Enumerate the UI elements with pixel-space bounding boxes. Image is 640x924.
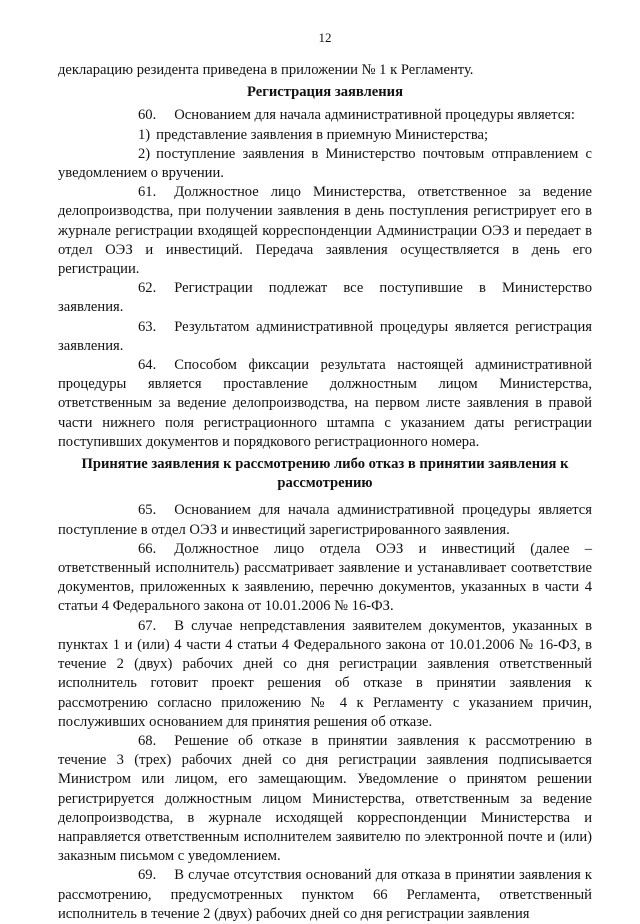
section-heading-registration: Регистрация заявления [247,84,403,101]
list-item-number: 1) [138,126,151,143]
paragraph-64 [58,356,592,452]
paragraph-text: В случае непредставления заявителем документов, указанных в пунктах 1 и (или) 4 части 4 статьи 4 Федерального закона от 10.01.2006 № 16-ФЗ, в течение 2 (двух) рабочих дней со дня регистрации заявления ответственный исполнитель готовит проект решения об отказе в принятии заявления к рассмотрению согласно приложению № 4 к Регламенту с указанием причин, послуживших основанием для принятия решения об отказе. [58,617,592,730]
list-item-text: поступление заявления в Министерство почтовым отправлением с уведомлением о вручении. [58,145,592,182]
paragraph-text: Основанием для начала административной процедуры является: [174,107,575,124]
intro-line: декларацию резидента приведена в приложении № 1 к Регламенту. [58,62,474,78]
paragraph-62 [58,279,592,317]
list-item-text: представление заявления в приемную Министерства; [156,126,489,143]
paragraph-number: 69. [138,867,157,884]
section-heading-acceptance: Принятие заявления к рассмотрению либо отказ в принятии заявления к рассмотрению [81,456,569,492]
paragraph-number: 62. [138,280,157,297]
paragraph-text: Основанием для начала административной процедуры является поступление в отдел ОЭЗ и инвестиций зарегистрированного заявления. [58,502,592,538]
paragraph-number: 67. [138,617,157,634]
paragraph-69 [58,866,592,924]
page-number: 12 [318,30,332,45]
paragraph-number: 65. [138,502,157,519]
document-page [58,30,592,924]
paragraph-number: 66. [138,540,157,557]
paragraph-66 [58,540,592,617]
list-item-1 [58,126,592,145]
paragraph-text: Решение об отказе в принятии заявления к рассмотрению в течение 3 (трех) рабочих дней со дня регистрации заявления подписывается Министром или лицом, его замещающим. Уведомление о принятом решении регистрируется должностным лицом Министерства, ответственным за ведение делопроизводства, в журнале исходящей корреспонденции Министерства и направляется ответственным исполнителем заявителю по электронной почте и (или) заказным письмом с уведомлением. [58,732,592,865]
list-item-2 [58,145,592,183]
paragraph-text: В случае отсутствия оснований для отказа в принятии заявления к рассмотрению, предусмотренных пунктом 66 Регламента, ответственный исполнитель в течение 2 (двух) рабочих дней со дня регистрации заявления [58,867,592,922]
paragraph-61 [58,183,592,279]
paragraph-number: 68. [138,732,157,749]
paragraph-67 [58,617,592,732]
paragraph-text: Должностное лицо отдела ОЭЗ и инвестиций (далее – ответственный исполнитель) рассматривает заявление и устанавливает соответствие документов, приложенных к заявлению, перечню документов, указанных в части 4 статьи 4 Федерального закона от 10.01.2006 № 16-ФЗ. [58,540,592,615]
paragraph-text: Регистрации подлежат все поступившие в Министерство заявления. [58,280,592,316]
paragraph-60 [58,106,592,125]
list-item-number: 2) [138,145,151,162]
paragraph-number: 63. [138,318,157,335]
section-acceptance-body [58,501,592,923]
paragraph-number: 61. [138,184,157,201]
paragraph-68 [58,732,592,866]
paragraph-65 [58,501,592,539]
paragraph-text: Результатом административной процедуры является регистрация заявления. [58,318,592,354]
paragraph-text: Должностное лицо Министерства, ответственное за ведение делопроизводства, при получении заявления в день поступления регистрирует его в журнале регистрации входящей корреспонденции Администрации ОЭЗ и передает в отдел ОЭЗ и инвестиций. Передача заявления осуществляется в день его регистрации. [58,184,592,278]
paragraph-number: 64. [138,357,157,374]
paragraph-number: 60. [138,107,157,124]
paragraph-63 [58,318,592,356]
paragraph-text: Способом фиксации результата настоящей административной процедуры является проставление должностным лицом Министерства, ответственным за ведение делопроизводства, на первом листе заявления в правой части нижнего поля регистрационного штампа с указанием даты регистрации поступивших документов и порядкового регистрационного номера. [58,357,592,450]
section-registration-body [58,106,592,452]
